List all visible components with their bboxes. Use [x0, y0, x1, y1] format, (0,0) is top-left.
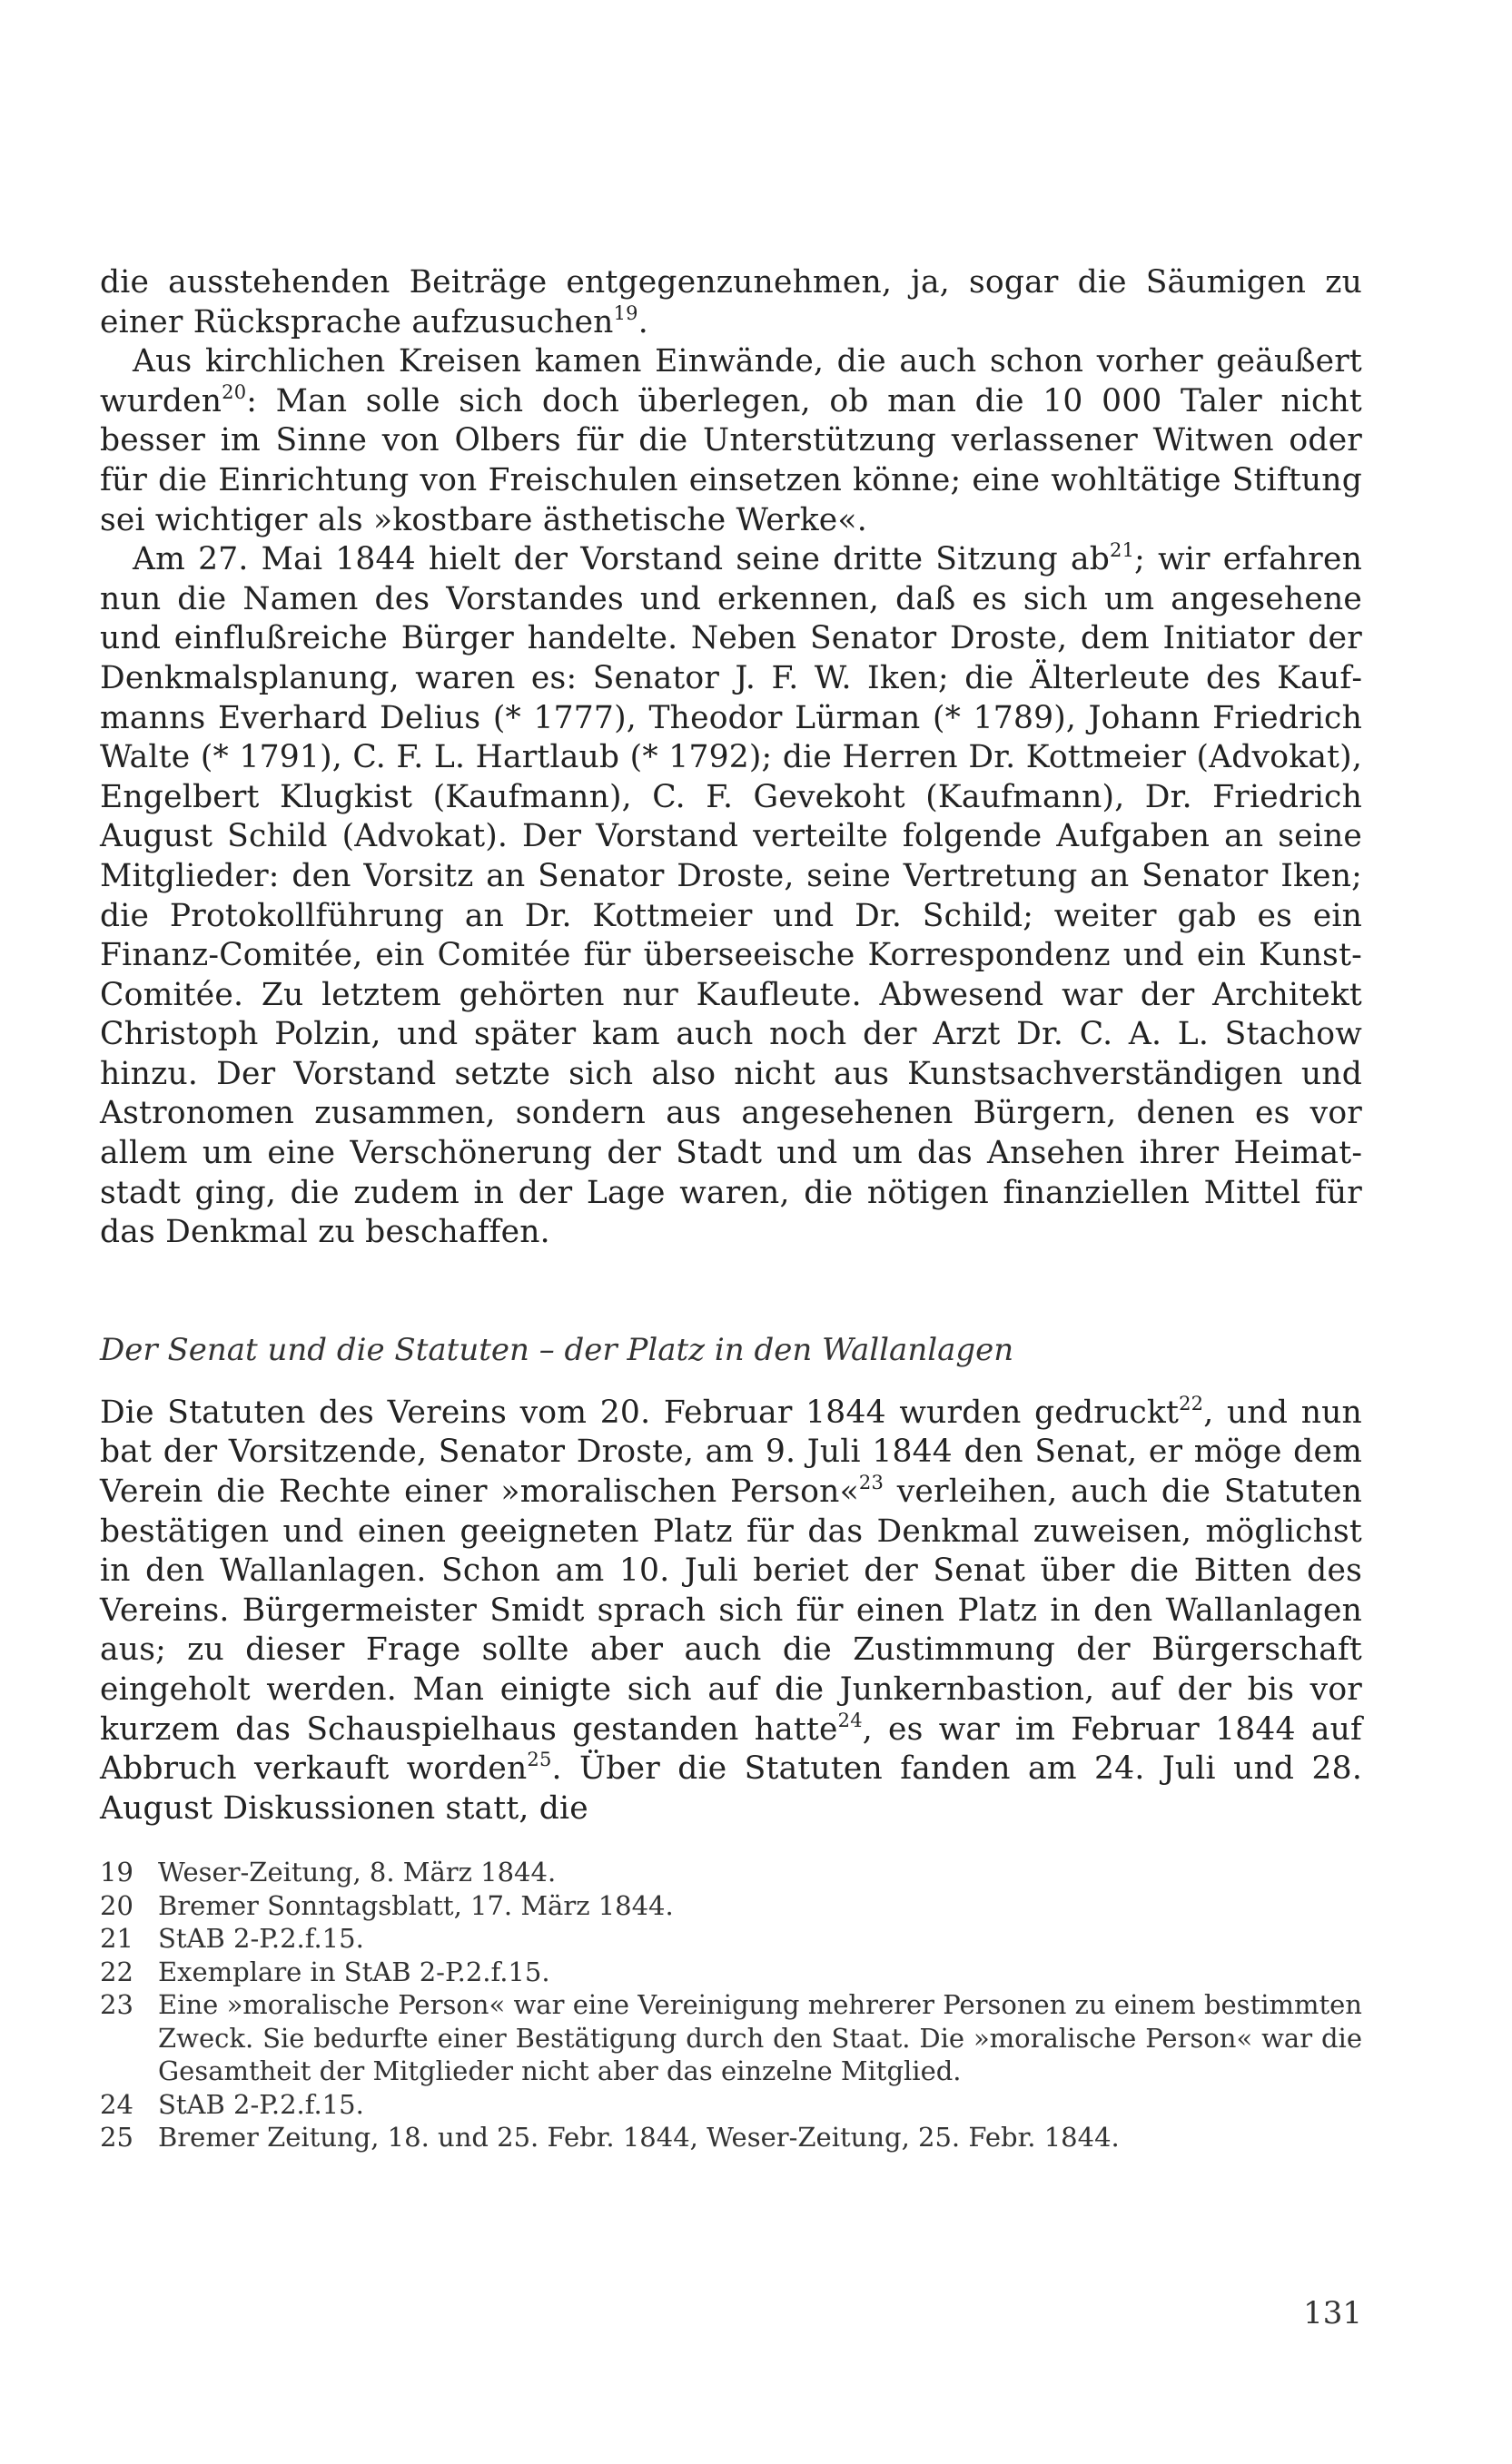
paragraph: [100, 540, 1362, 1253]
footnote-text: Exemplare in StAB 2-P.2.f.15.: [158, 1956, 550, 1987]
footnote-reference: 23: [858, 1472, 884, 1494]
footnote-reference: 20: [222, 380, 247, 403]
paragraph-text: Am 27. Mai 1844 hielt der Vorstand seine dritte Sitzung ab: [133, 541, 1111, 578]
footnote-text: Weser-Zeitung, 8. März 1844.: [158, 1857, 557, 1888]
paragraph: [100, 263, 1362, 342]
paragraph: [100, 342, 1362, 540]
footnote-number: 22: [100, 1956, 133, 1987]
footnote: [100, 1988, 1362, 2088]
paragraph-text: : Man solle sich doch überlegen, ob man die 10 000 Taler nicht besser im Sinne von Olbers für die Unterstützung verlassener Witwen oder für die Einrichtung von Freischulen einsetzen könne; eine wohltätige Stiftung sei wichtiger als »kostbare ästhetische Werke«.: [100, 382, 1362, 538]
footnote: [100, 2088, 1362, 2122]
body-text-section-1: [100, 263, 1362, 1253]
body-text-section-2: [100, 1394, 1362, 1829]
paragraph-text: , und nun bat der Vorsitzende, Senator Droste, am 9. Juli 1844 den Senat, er möge dem Verein die Rechte einer »moralischen Person«: [100, 1394, 1362, 1511]
footnote: [100, 1956, 1362, 1989]
footnote-text: Eine »moralische Person« war eine Vereinigung mehrerer Personen zu einem bestimmten Zweck. Sie bedurfte einer Bestätigung durch den Staat. Die »moralische Person« war die Gesamtheit der Mitglieder nicht aber das einzelne Mitglied.: [158, 1989, 1362, 2087]
footnote-reference: 21: [1110, 539, 1135, 562]
footnote-text: StAB 2-P.2.f.15.: [158, 1923, 364, 1955]
footnote-number: 21: [100, 1923, 133, 1955]
footnote-text: StAB 2-P.2.f.15.: [158, 2088, 364, 2120]
footnote-number: 19: [100, 1857, 133, 1888]
footnote: [100, 1922, 1362, 1956]
page-body: [100, 263, 1362, 2154]
footnote-text: Bremer Zeitung, 18. und 25. Febr. 1844, Weser-Zeitung, 25. Febr. 1844.: [158, 2122, 1120, 2154]
paragraph-text: , es war im Februar 1844 auf Abbruch verkauft worden: [100, 1710, 1362, 1788]
footnote-number: 25: [100, 2122, 133, 2154]
paragraph-text: ; wir erfahren nun die Namen des Vorstandes und erkennen, daß es sich um angesehene und einflußreiche Bürger handelte. Neben Senator Droste, dem Initiator der Denkmalsplanung, waren es: Senator J. F. W. Iken; die Älterleute des Kaufmanns Everhard Delius (* 1777), Theodor Lürman (* 1789), Johann Friedrich Walte (* 1791), C. F. L. Hartlaub (* 1792); die Herren Dr. Kottmeier (Advokat), Engelbert Klugkist (Kaufmann), C. F. Gevekoht (Kaufmann), Dr. Friedrich August Schild (Advokat). Der Vorstand verteilte folgende Aufgaben an seine Mitglieder: den Vorsitz an Senator Droste, seine Vertretung an Senator Iken; die Protokollführung an Dr. Kottmeier und Dr. Schild; weiter gab es ein Finanz-Comitée, ein Comitée für überseeische Korrespondenz und ein Kunst-Comitée. Zu letztem gehörten nur Kaufleute. Abwesend war der Architekt Christoph Polzin, und später kam auch noch der Arzt Dr. C. A. L. Stachow hinzu. Der Vorstand setzte sich also nicht aus Kunstsachverständigen und Astronomen zusammen, sondern aus angesehenen Bürgern, denen es vor allem um eine Verschönerung der Stadt und um das Ansehen ihrer Heimatstadt ging, die zudem in der Lage waren, die nötigen finanziellen Mittel für das Denkmal zu beschaffen.: [100, 541, 1362, 1251]
footnote-number: 20: [100, 1889, 133, 1921]
section-heading: Der Senat und die Statuten – der Platz in den Wallanlagen: [100, 1331, 1014, 1368]
page-number: 131: [1303, 2295, 1362, 2331]
paragraph-text: verleihen, auch die Statuten bestätigen und einen geeigneten Platz für das Denkmal zuweisen, möglichst in den Wallanlagen. Schon am 10. Juli beriet der Senat über die Bitten des Vereins. Bürgermeister Smidt sprach sich für einen Platz in den Wallanlagen aus; zu dieser Frage sollte aber auch die Zustimmung der Bürgerschaft eingeholt werden. Man einigte sich auf die Junkernbastion, auf der bis vor kurzem das Schauspielhaus gestanden hatte: [100, 1473, 1362, 1748]
paragraph-text: die ausstehenden Beiträge entgegenzunehmen, ja, sogar die Säumigen zu einer Rücksprache aufzusuchen: [100, 264, 1362, 340]
paragraph-text: Aus kirchlichen Kreisen kamen Einwände, die auch schon vorher geäußert wurden: [100, 343, 1362, 419]
paragraph: [100, 1394, 1362, 1829]
paragraph-text: . Über die Statuten fanden am 24. Juli und 28. August Diskussionen statt, die: [100, 1750, 1362, 1827]
footnote-reference: 22: [1179, 1392, 1204, 1414]
footnote: [100, 1856, 1362, 1889]
footnote: [100, 2121, 1362, 2154]
footnote: [100, 1889, 1362, 1923]
paragraph-text: Die Statuten des Vereins vom 20. Februar 1844 wurden gedruckt: [100, 1394, 1180, 1431]
footnote-reference: 25: [527, 1749, 552, 1771]
footnote-reference: 24: [837, 1709, 863, 1731]
footnote-reference: 19: [613, 301, 638, 324]
footnotes: [100, 1856, 1362, 2154]
footnote-text: Bremer Sonntagsblatt, 17. März 1844.: [158, 1889, 674, 1921]
paragraph-text: .: [637, 303, 648, 340]
footnote-number: 23: [100, 1989, 133, 2021]
footnote-number: 24: [100, 2088, 133, 2120]
